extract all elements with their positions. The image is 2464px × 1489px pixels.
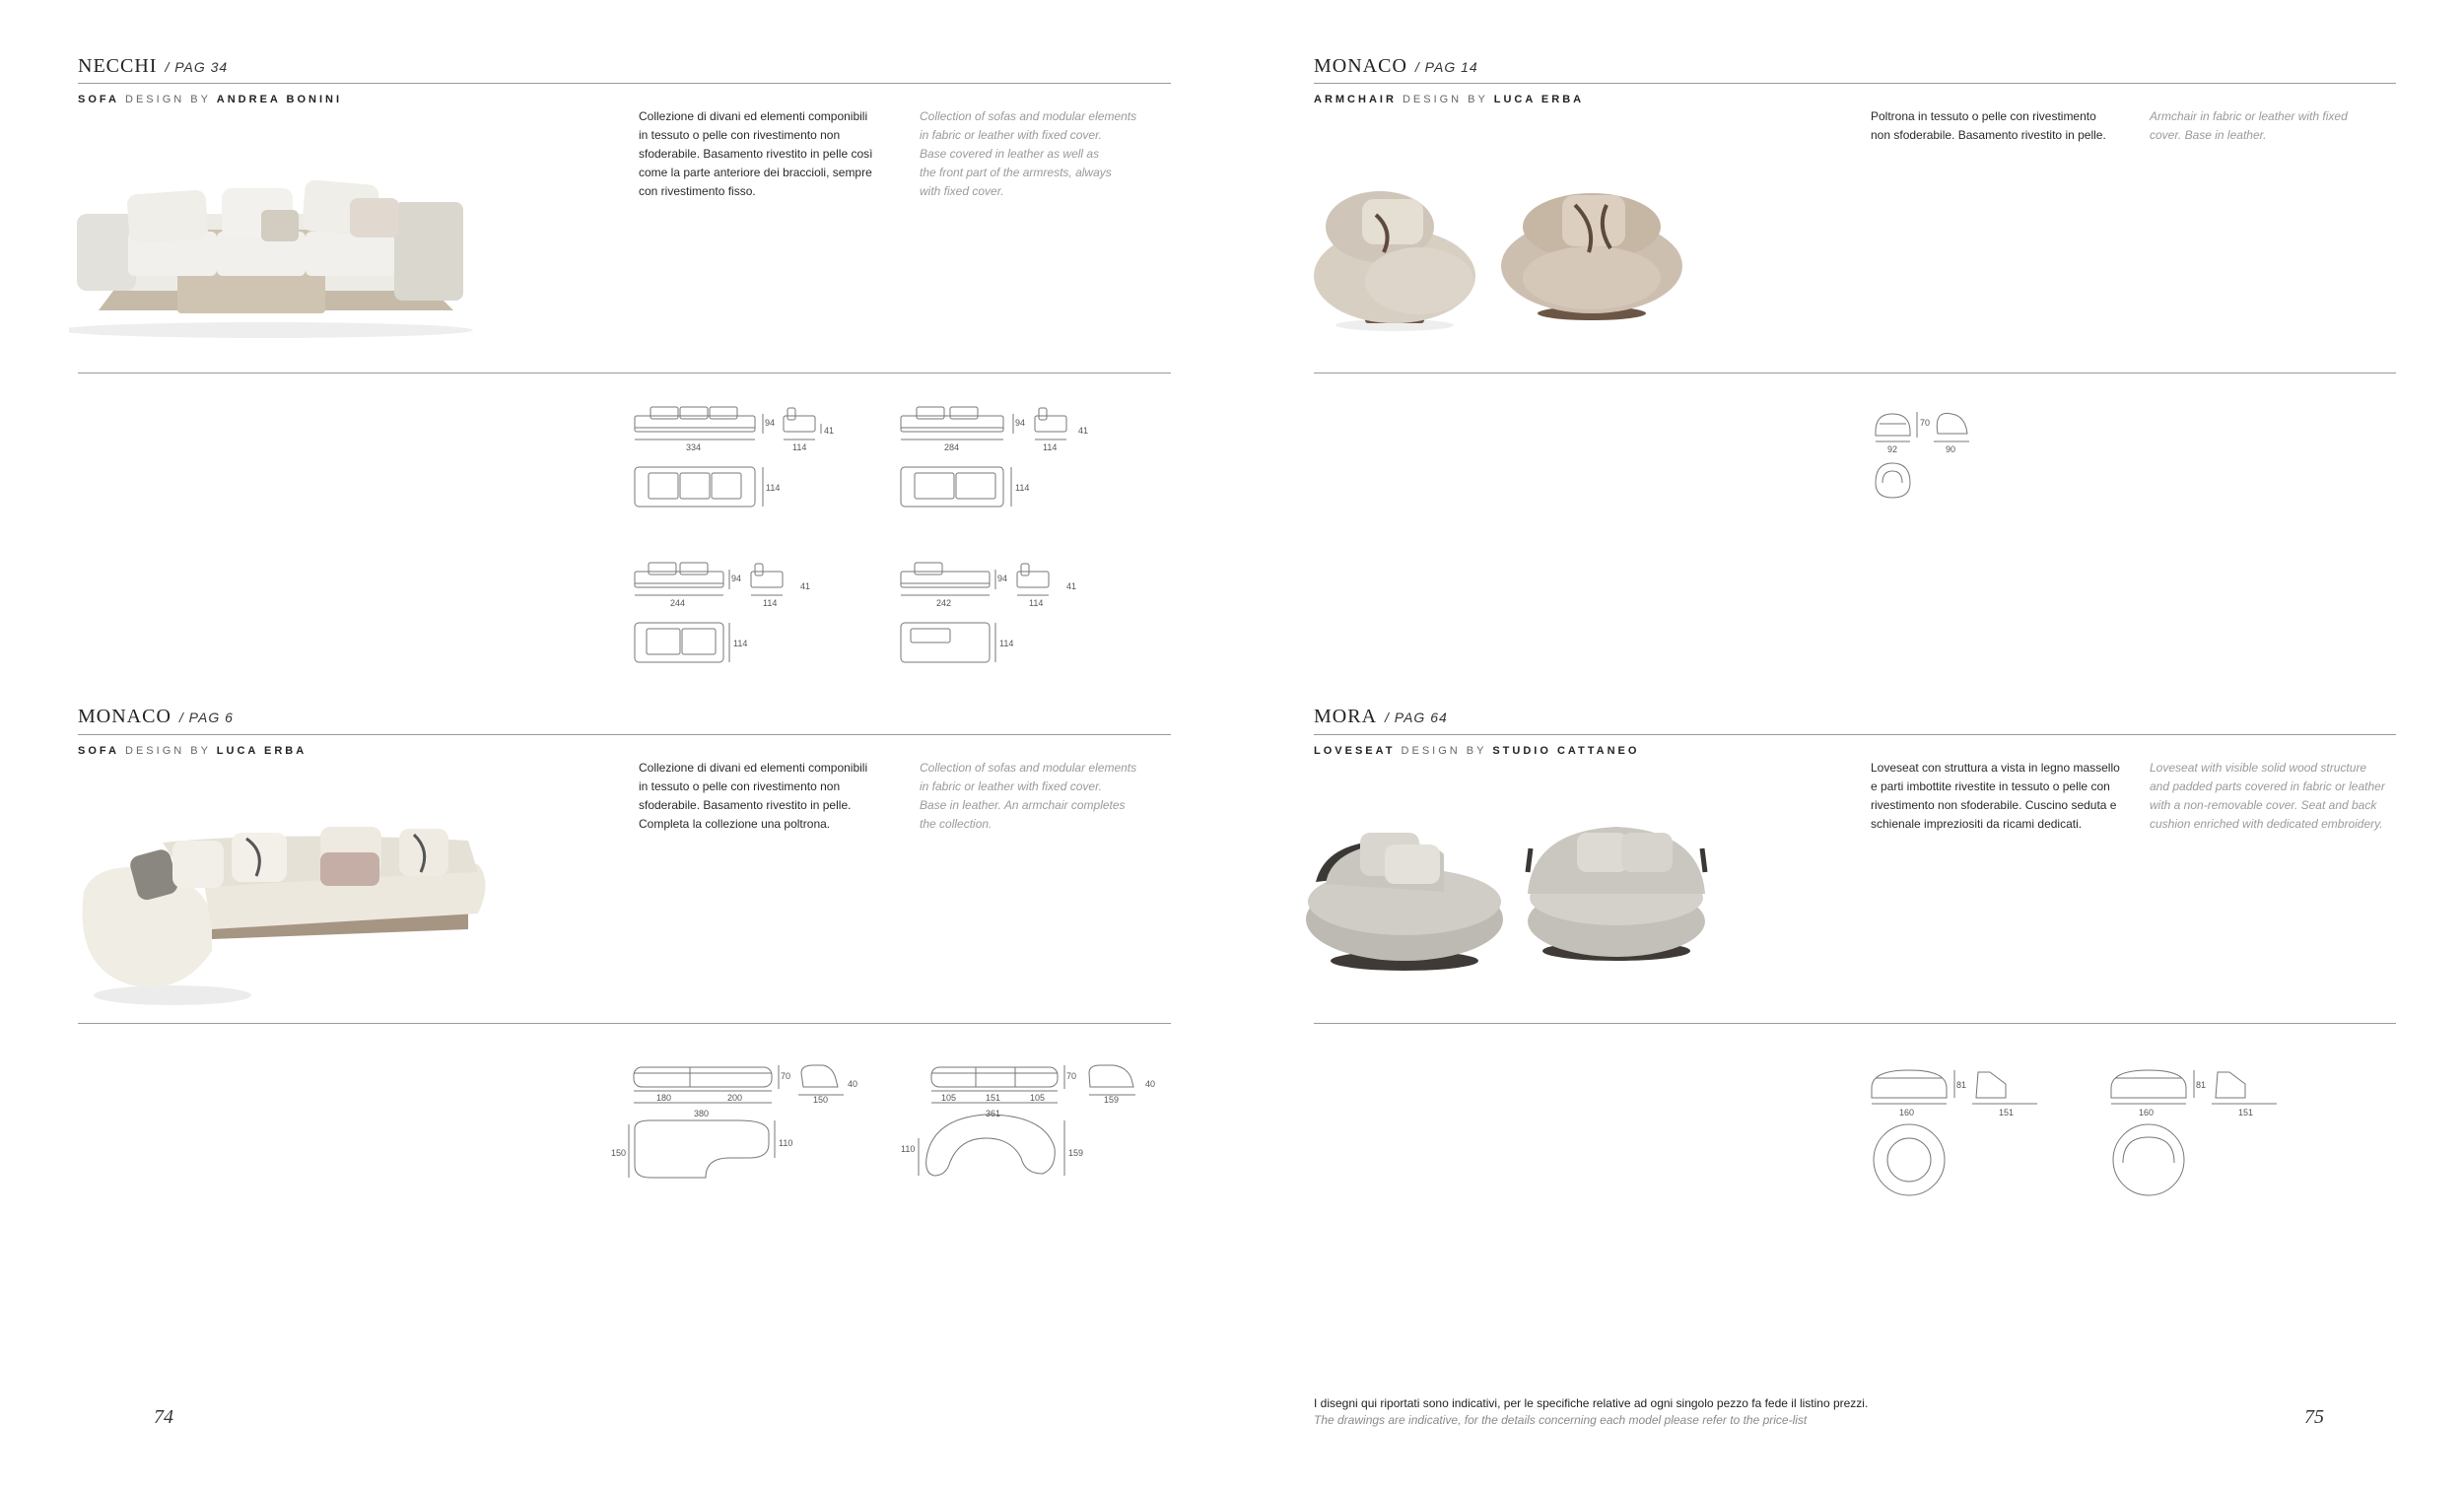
monaco-sofa-drawing-361 — [901, 1059, 1183, 1197]
dim-depth: 151 — [2238, 1108, 2254, 1117]
text-line: Collection of sofas and modular elements — [920, 109, 1137, 123]
text-line: Poltrona in tessuto o pelle con rivestimento — [1871, 109, 2096, 123]
text-line: Loveseat con struttura a vista in legno massello — [1871, 761, 2120, 775]
monaco-armchair-drawing — [1871, 404, 1999, 503]
monaco-armchair-description-it — [1871, 107, 2106, 145]
necchi-header — [78, 55, 228, 79]
necchi-drawing-244 — [631, 560, 867, 668]
mora-subtitle — [1314, 745, 1639, 757]
necchi-bottom-rule — [78, 372, 1171, 373]
text-line: Collezione di divani ed elementi componibili — [639, 761, 868, 775]
necchi-top-rule — [78, 83, 1171, 84]
mora-loveseats-photo — [1306, 803, 1749, 985]
mora-header — [1314, 706, 1448, 729]
necchi-drawing-242 — [897, 560, 1133, 668]
dim-seat: 41 — [800, 581, 811, 591]
text-line: the collection. — [920, 817, 992, 831]
dim-total: 361 — [986, 1109, 1001, 1118]
monaco-sofa-subtitle — [78, 745, 307, 757]
dim-depth: 114 — [1029, 598, 1044, 608]
mora-drawing-a — [1868, 1064, 2065, 1202]
monaco-armchair-designer: LUCA ERBA — [1493, 94, 1585, 105]
necchi-description-en — [920, 107, 1136, 201]
dim-width-2: 200 — [727, 1093, 743, 1103]
dim-depth: 114 — [1043, 442, 1058, 452]
text-line: Collection of sofas and modular elements — [920, 761, 1137, 775]
necchi-design-by: DESIGN BY — [125, 94, 211, 105]
text-line: schienale impreziositi da ricami dedicati. — [1871, 817, 2083, 831]
dim-width-2: 151 — [986, 1093, 1001, 1103]
necchi-drawing-334 — [631, 404, 867, 512]
dim-plan-depth-2: 159 — [1068, 1148, 1084, 1158]
dim-width: 92 — [1887, 444, 1898, 454]
text-line: non sfoderabile. Basamento rivestito in pelle. — [1871, 128, 2106, 142]
dim-seat: 40 — [848, 1079, 858, 1089]
dim-depth: 114 — [792, 442, 807, 452]
necchi-type: SOFA — [78, 94, 119, 105]
monaco-sofa-bottom-rule — [78, 1023, 1171, 1024]
text-line: con rivestimento fisso. — [639, 184, 756, 198]
necchi-title: NECCHI — [78, 55, 158, 77]
text-line: cushion enriched with dedicated embroidery. — [2150, 817, 2383, 831]
dim-depth: 159 — [1104, 1095, 1120, 1105]
monaco-armchairs-photo — [1311, 187, 1705, 340]
text-line: sfoderabile. Basamento rivestito in pelle. — [639, 798, 852, 812]
dim-depth: 150 — [813, 1095, 829, 1105]
text-line: Completa la collezione una poltrona. — [639, 817, 831, 831]
dim-seat: 41 — [1078, 426, 1089, 436]
dim-height: 70 — [781, 1071, 791, 1081]
text-line: Armchair in fabric or leather with fixed — [2150, 109, 2348, 123]
dim-plan-depth: 114 — [766, 483, 781, 493]
text-line: Base covered in leather as well as — [920, 147, 1100, 161]
monaco-sofa-drawing-380 — [611, 1059, 887, 1197]
mora-drawing-b — [2107, 1064, 2304, 1202]
dim-total: 380 — [694, 1109, 710, 1118]
mora-designer: STUDIO CATTANEO — [1492, 745, 1640, 757]
dim-width: 160 — [1899, 1108, 1915, 1117]
dim-width-1: 105 — [941, 1093, 957, 1103]
monaco-sofa-design-by: DESIGN BY — [125, 745, 211, 757]
monaco-sofa-title: MONACO — [78, 706, 171, 727]
mora-description-it — [1871, 759, 2120, 834]
dim-seat: 40 — [1145, 1079, 1156, 1089]
necchi-sofa-photo — [69, 172, 483, 345]
dim-height: 94 — [1015, 418, 1026, 428]
text-line: in fabric or leather with fixed cover. — [920, 128, 1102, 142]
text-line: e parti imbottite rivestite in tessuto o pelle con — [1871, 779, 2110, 793]
monaco-armchair-page-ref: / PAG 14 — [1414, 59, 1478, 75]
dim-height: 70 — [1920, 418, 1931, 428]
mora-design-by: DESIGN BY — [1401, 745, 1487, 757]
dim-plan-depth: 114 — [1015, 483, 1030, 493]
necchi-drawing-284 — [897, 404, 1133, 512]
monaco-sofa-description-it — [639, 759, 867, 834]
monaco-armchair-description-en — [2150, 107, 2348, 145]
monaco-sofa-photo — [54, 803, 498, 1015]
text-line: come la parte anteriore dei braccioli, sempre — [639, 166, 872, 179]
dim-height: 81 — [2196, 1080, 2207, 1090]
dim-width: 244 — [670, 598, 686, 608]
monaco-armchair-header — [1314, 55, 1478, 79]
mora-description-en — [2150, 759, 2385, 834]
dim-width: 160 — [2139, 1108, 2155, 1117]
monaco-sofa-type: SOFA — [78, 745, 119, 757]
monaco-sofa-description-en — [920, 759, 1136, 834]
dim-height: 94 — [997, 574, 1008, 583]
dim-height: 81 — [1956, 1080, 1967, 1090]
text-line: sfoderabile. Basamento rivestito in pelle così — [639, 147, 873, 161]
text-line: with a non-removable cover. Seat and back — [2150, 798, 2377, 812]
monaco-sofa-top-rule — [78, 734, 1171, 735]
text-line: Base in leather. An armchair completes — [920, 798, 1126, 812]
monaco-sofa-header — [78, 706, 234, 729]
monaco-armchair-type: ARMCHAIR — [1314, 94, 1397, 105]
dim-plan-depth: 114 — [733, 639, 748, 648]
necchi-description-it — [639, 107, 872, 201]
page-number-right: 75 — [2304, 1406, 2324, 1428]
text-line: Loveseat with visible solid wood structure — [2150, 761, 2367, 775]
mora-type: LOVESEAT — [1314, 745, 1396, 757]
dim-width-1: 180 — [656, 1093, 672, 1103]
text-line: Collezione di divani ed elementi componibili — [639, 109, 868, 123]
mora-page-ref: / PAG 64 — [1385, 710, 1448, 725]
monaco-armchair-bottom-rule — [1314, 372, 2396, 373]
dim-width: 334 — [686, 442, 702, 452]
dim-depth: 151 — [1999, 1108, 2015, 1117]
dim-height: 70 — [1066, 1071, 1077, 1081]
dim-plan-depth: 110 — [901, 1144, 916, 1154]
mora-title: MORA — [1314, 706, 1378, 727]
necchi-designer: ANDREA BONINI — [216, 94, 343, 105]
footer-note-en: The drawings are indicative, for the details concerning each model please refer to the price-list — [1314, 1413, 1808, 1427]
dim-plan-depth: 114 — [999, 639, 1014, 648]
text-line: the front part of the armrests, always — [920, 166, 1112, 179]
text-line: in tessuto o pelle con rivestimento non — [639, 128, 841, 142]
monaco-sofa-designer: LUCA ERBA — [216, 745, 308, 757]
text-line: and padded parts covered in fabric or leather — [2150, 779, 2385, 793]
monaco-armchair-title: MONACO — [1314, 55, 1407, 77]
dim-plan-depth-2: 110 — [779, 1138, 793, 1148]
page-number-left: 74 — [154, 1406, 173, 1428]
dim-width: 284 — [944, 442, 960, 452]
dim-seat: 41 — [824, 426, 835, 436]
necchi-subtitle — [78, 94, 342, 105]
mora-bottom-rule — [1314, 1023, 2396, 1024]
necchi-page-ref: / PAG 34 — [165, 59, 229, 75]
dim-width-3: 105 — [1030, 1093, 1046, 1103]
dim-height: 94 — [765, 418, 776, 428]
text-line: in fabric or leather with fixed cover. — [920, 779, 1102, 793]
mora-top-rule — [1314, 734, 2396, 735]
dim-width: 242 — [936, 598, 952, 608]
monaco-armchair-top-rule — [1314, 83, 2396, 84]
text-line: in tessuto o pelle con rivestimento non — [639, 779, 841, 793]
monaco-armchair-subtitle — [1314, 94, 1584, 105]
dim-depth: 90 — [1946, 444, 1956, 454]
dim-height: 94 — [731, 574, 742, 583]
text-line: with fixed cover. — [920, 184, 1004, 198]
text-line: cover. Base in leather. — [2150, 128, 2267, 142]
dim-depth: 114 — [763, 598, 778, 608]
dim-plan-depth: 150 — [611, 1148, 627, 1158]
dim-seat: 41 — [1066, 581, 1077, 591]
monaco-armchair-design-by: DESIGN BY — [1402, 94, 1488, 105]
text-line: rivestimento non sfoderabile. Cuscino seduta e — [1871, 798, 2117, 812]
monaco-sofa-page-ref: / PAG 6 — [178, 710, 234, 725]
footer-note-it: I disegni qui riportati sono indicativi, per le specifiche relative ad ogni singolo pezzo fa fede il listino prezzi. — [1314, 1396, 1869, 1410]
